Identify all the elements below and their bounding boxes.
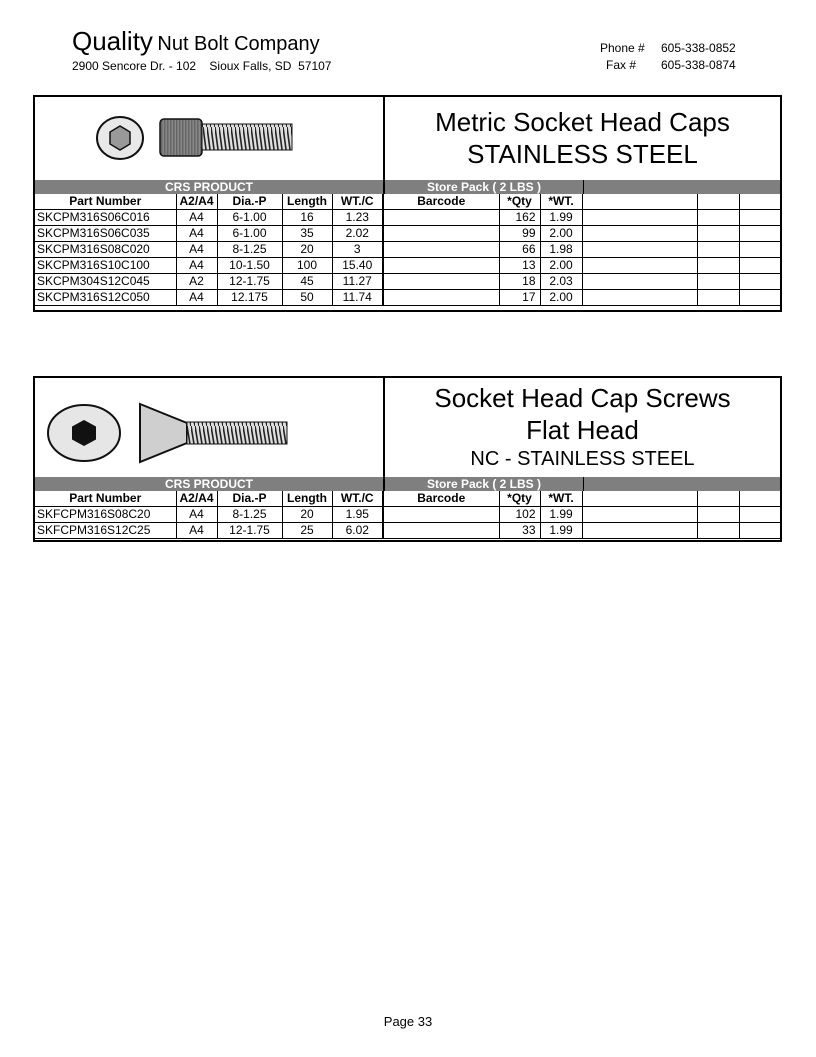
col-header-length: Length [282,491,332,507]
column-group-band [35,477,780,491]
col-header-grade: A2/A4 [176,194,217,210]
phone-number: 605-338-0852 [661,41,736,55]
crs-product-label: CRS PRODUCT [164,180,253,194]
blank-cell [697,210,739,226]
blank-cell [582,226,697,242]
cell-length: 50 [282,290,332,306]
section-title-line1: Socket Head Cap Screws [434,383,731,413]
cell-qty: 99 [499,226,540,242]
cell-part-number: SKCPM316S08C020 [35,242,176,258]
cell-wt: 2.02 [332,226,383,242]
cell-part-number: SKCPM316S10C100 [35,258,176,274]
col-header-qty: *Qty [499,491,540,507]
table-row [35,523,780,539]
store-pack-label: Store Pack ( 2 LBS ) [426,477,542,491]
section-title-line1: Metric Socket Head Caps [435,107,730,137]
cell-length: 25 [282,523,332,539]
cell-part-number: SKCPM304S12C045 [35,274,176,290]
cell-wt-pack: 2.03 [540,274,582,290]
blank-cell [697,226,739,242]
blank-cell [582,523,697,539]
cell-grade: A4 [176,258,217,274]
table-row [35,507,780,523]
flat-head-socket-screw-icon [35,378,381,477]
column-group-band [35,180,780,194]
blank-cell [739,194,780,210]
cell-wt: 1.95 [332,507,383,523]
blank-cell [697,523,739,539]
col-header-wt-pack: *WT. [540,194,582,210]
section-title-line2: Flat Head [526,415,639,445]
band-divider [583,477,584,491]
cell-qty: 18 [499,274,540,290]
cell-barcode [383,226,499,242]
cell-wt: 6.02 [332,523,383,539]
cell-qty: 33 [499,523,540,539]
table-row [35,226,780,242]
cell-barcode [383,274,499,290]
section-title [385,97,780,180]
blank-cell [739,242,780,258]
cell-dia: 10-1.50 [217,258,282,274]
blank-cell [739,290,780,306]
cell-part-number: SKCPM316S06C016 [35,210,176,226]
company-name-bold: Quality [72,26,153,56]
cell-length: 16 [282,210,332,226]
cell-part-number: SKCPM316S06C035 [35,226,176,242]
cell-length: 20 [282,507,332,523]
cell-barcode [383,507,499,523]
cell-dia: 12-1.75 [217,523,282,539]
blank-cell [582,210,697,226]
blank-cell [582,274,697,290]
cell-grade: A4 [176,523,217,539]
contact-block [600,40,736,74]
blank-cell [697,507,739,523]
cell-part-number: SKFCPM316S12C25 [35,523,176,539]
cell-dia: 12.175 [217,290,282,306]
blank-cell [739,523,780,539]
cell-wt-pack: 1.98 [540,242,582,258]
blank-cell [739,491,780,507]
section-title-line2: STAINLESS STEEL [467,139,698,169]
cell-qty: 102 [499,507,540,523]
col-header-wt-pack: *WT. [540,491,582,507]
phone-row [600,40,736,57]
cell-qty: 162 [499,210,540,226]
table-row [35,290,780,306]
crs-product-label: CRS PRODUCT [164,477,253,491]
cell-wt-pack: 2.00 [540,258,582,274]
product-section-flat-head [33,376,782,542]
col-header-dia: Dia.-P [217,194,282,210]
cell-dia: 6-1.00 [217,226,282,242]
product-table [35,194,780,306]
blank-cell [697,491,739,507]
table-row [35,210,780,226]
col-header-part-number: Part Number [35,491,176,507]
cell-qty: 66 [499,242,540,258]
fax-row [600,57,736,74]
col-header-barcode: Barcode [383,194,499,210]
cell-grade: A4 [176,290,217,306]
cell-part-number: SKCPM316S12C050 [35,290,176,306]
cell-barcode [383,523,499,539]
col-header-wt: WT./C [332,491,383,507]
store-pack-label: Store Pack ( 2 LBS ) [426,180,542,194]
cell-part-number: SKFCPM316S08C20 [35,507,176,523]
blank-cell [582,491,697,507]
cell-grade: A4 [176,507,217,523]
cell-dia: 8-1.25 [217,242,282,258]
cell-length: 35 [282,226,332,242]
cell-wt: 11.74 [332,290,383,306]
blank-cell [697,242,739,258]
table-row [35,274,780,290]
band-divider [583,180,584,194]
company-name-rest: Nut Bolt Company [157,33,320,55]
col-header-barcode: Barcode [383,491,499,507]
cell-wt-pack: 1.99 [540,507,582,523]
blank-cell [697,258,739,274]
cell-wt-pack: 1.99 [540,210,582,226]
cell-grade: A4 [176,226,217,242]
cell-dia: 8-1.25 [217,507,282,523]
cell-qty: 13 [499,258,540,274]
cell-wt-pack: 2.00 [540,226,582,242]
cell-wt: 3 [332,242,383,258]
cell-length: 45 [282,274,332,290]
blank-cell [582,258,697,274]
col-header-qty: *Qty [499,194,540,210]
cell-dia: 12-1.75 [217,274,282,290]
table-row [35,242,780,258]
cell-barcode [383,258,499,274]
company-name [72,26,320,57]
product-image-cell [35,378,385,477]
fax-number: 605-338-0874 [661,58,736,72]
col-header-dia: Dia.-P [217,491,282,507]
phone-label: Phone # [600,41,645,55]
cell-wt: 11.27 [332,274,383,290]
cell-barcode [383,242,499,258]
cell-qty: 17 [499,290,540,306]
cell-wt-pack: 1.99 [540,523,582,539]
cell-barcode [383,210,499,226]
company-address: 2900 Sencore Dr. - 102 Sioux Falls, SD 57107 [72,59,332,73]
cell-grade: A4 [176,210,217,226]
col-header-wt: WT./C [332,194,383,210]
blank-cell [697,194,739,210]
cell-length: 20 [282,242,332,258]
col-header-length: Length [282,194,332,210]
col-header-part-number: Part Number [35,194,176,210]
section-header [35,378,780,478]
table-row [35,258,780,274]
blank-cell [739,274,780,290]
fax-label: Fax # [606,58,637,72]
col-header-grade: A2/A4 [176,491,217,507]
product-image-cell [35,97,385,180]
section-header [35,97,780,181]
table-header-row [35,491,780,507]
page-number: Page 33 [383,1014,433,1029]
cell-wt: 1.23 [332,210,383,226]
blank-cell [697,274,739,290]
section-title [385,378,780,477]
product-section-socket-head-caps [33,95,782,312]
blank-cell [739,210,780,226]
blank-cell [739,258,780,274]
cell-grade: A2 [176,274,217,290]
blank-cell [582,194,697,210]
blank-cell [739,507,780,523]
blank-cell [739,226,780,242]
blank-cell [582,507,697,523]
cell-wt-pack: 2.00 [540,290,582,306]
table-header-row [35,194,780,210]
cell-dia: 6-1.00 [217,210,282,226]
cell-length: 100 [282,258,332,274]
socket-head-cap-screw-icon [35,97,381,180]
blank-cell [582,242,697,258]
product-table [35,491,780,539]
cell-grade: A4 [176,242,217,258]
cell-wt: 15.40 [332,258,383,274]
blank-cell [582,290,697,306]
section-title-line3: NC - STAINLESS STEEL [470,448,695,470]
blank-cell [697,290,739,306]
cell-barcode [383,290,499,306]
